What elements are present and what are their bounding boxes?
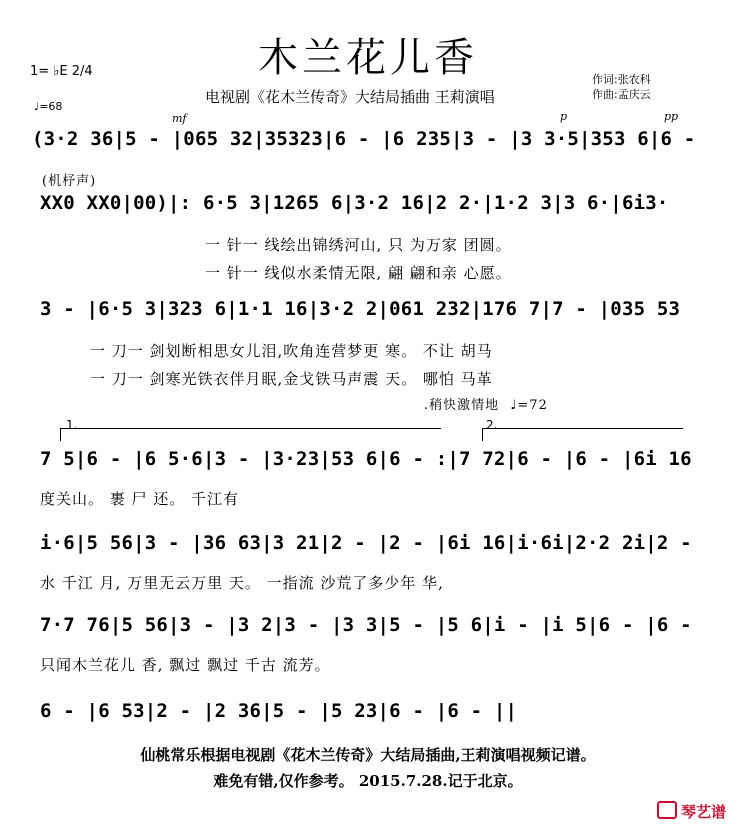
tempo-change-text [424,394,548,413]
lyrics-line-6: 只闻木兰花儿 香, 飘过 飘过 千古 流芳。 [40,656,331,674]
song-title: 木兰花儿香 [258,35,478,81]
lyrics-line-5: 水 千江 月, 万里无云万里 天。 一指流 沙荒了多少年 华, [40,574,444,592]
dynamic-mf: mf [172,112,187,125]
instrument-label: (机杼声) [42,174,97,189]
footer-note-1: 仙桃常乐根据电视剧《花木兰传奇》大结局插曲,王莉演唱视频记谱。 [140,746,596,764]
dynamic-pp: pp [664,110,679,123]
logo-icon [657,801,677,819]
credits [592,72,651,102]
volta-2-bracket [482,428,683,441]
site-logo [657,801,726,822]
dynamic-p: p [560,110,568,123]
volta-2-label: 2. [486,418,498,432]
lyrics-line-3-verse-2: 一 刀一 剑寒光铁衣伴月眠,金戈铁马声震 天。 哪怕 马革 [90,370,493,388]
tempo-change-label: .稍快激情地 [424,398,500,413]
score-line-6: 7·7 76|5 56|3 - |3 2|3 - |3 3|5 - |5 6|i - |i 5|6 - |6 - [40,614,692,636]
volta-1-label: 1. [66,418,78,432]
score-line-7: 6 - |6 53|2 - |2 36|5 - |5 23|6 - |6 - || [40,700,518,722]
tempo-marking: ♩=68 [34,100,63,113]
score-line-2: XX0 XX0|00)|: 6·5 3|1265 6|3·2 16|2 2·|1·2 3|3 6·|6i3· [40,192,669,214]
volta-1-bracket [60,428,441,441]
tempo-change-mark: ♩=72 [510,398,548,413]
footer-note-2: 难免有错,仅作参考。 2015.7.28.记于北京。 [213,772,523,790]
song-subtitle: 电视剧《花木兰传奇》大结局插曲 王莉演唱 [205,88,495,106]
lyrics-line-3-verse-1: 一 刀一 剑划断相思女儿泪,吹角连营梦更 寒。 不让 胡马 [90,342,493,360]
composer: 作曲:孟庆云 [592,88,651,101]
lyrics-line-2-verse-1: 一 针一 线绘出锦绣河山, 只 为万家 团圆。 [205,236,512,254]
score-line-5: i·6|5 56|3 - |36 63|3 21|2 - |2 - |6i 16|i·6i|2·2 2i|2 - [40,532,692,554]
score-line-4: 7 5|6 - |6 5·6|3 - |3·23|53 6|6 - :|7 72|6 - |6 - |6i 16 [40,448,692,470]
logo-text: 琴艺谱 [680,803,726,821]
score-line-3: 3 - |6·5 3|323 6|1·1 16|3·2 2|061 232|176 7|7 - |035 53 [40,298,681,320]
score-line-1: (3·2 36|5 - |065 32|35323|6 - |6 235|3 - |3 3·5|353 6|6 - [32,128,696,150]
lyrics-line-4: 度关山。 裹 尸 还。 千江有 [40,490,240,508]
key-signature: 1= ♭E 2/4 [30,64,93,79]
lyricist: 作词:张农科 [592,73,651,86]
lyrics-line-2-verse-2: 一 针一 线似水柔情无限, 翩 翩和亲 心愿。 [205,264,512,282]
